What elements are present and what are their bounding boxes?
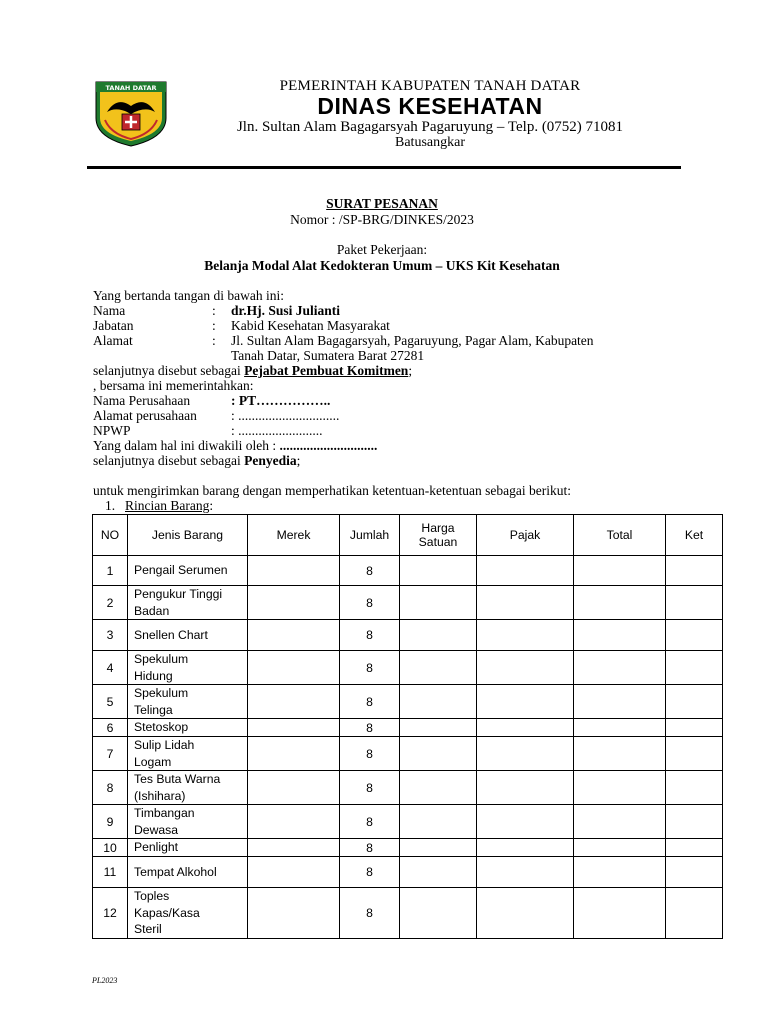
cell-total: [574, 771, 666, 805]
item-name-line: Stetoskop: [134, 720, 189, 735]
cell-item-name: [128, 771, 248, 805]
cell-pajak: [477, 737, 574, 771]
cell-item-name: [128, 556, 248, 586]
item-name-line: Sulip Lidah: [134, 738, 195, 752]
cell-merek: [248, 651, 340, 685]
item-name-line: Steril: [134, 922, 162, 936]
package-label: Paket Pekerjaan:: [336, 242, 428, 257]
signer-role-suffix: ;: [408, 363, 413, 378]
signer-address-line-2: Tanah Datar, Sumatera Barat 27281: [231, 348, 425, 363]
item-name-line: Dewasa: [134, 822, 179, 837]
cell-merek: [248, 586, 340, 620]
signer-name-label: Nama: [93, 303, 126, 318]
npwp-label: NPWP: [93, 423, 131, 438]
cell-total: [574, 737, 666, 771]
cell-harga: [400, 805, 477, 839]
items-table: [92, 514, 723, 939]
cell-total: [574, 719, 666, 737]
cell-total: [574, 620, 666, 651]
cell-harga: [400, 685, 477, 719]
table-row: [93, 737, 723, 771]
cell-item-name: [128, 839, 248, 857]
tanah-datar-emblem: [93, 78, 169, 148]
cell-harga: [400, 857, 477, 888]
cell-harga: [400, 771, 477, 805]
cell-jumlah: 8: [340, 651, 400, 685]
cell-merek: [248, 771, 340, 805]
cell-merek: [248, 888, 340, 939]
cell-jumlah: 8: [340, 857, 400, 888]
emblem-lettering: TANAH DATAR: [105, 84, 157, 92]
item-name-line: Badan: [134, 603, 170, 618]
cell-item-name: [128, 737, 248, 771]
cell-no: 5: [93, 685, 128, 719]
table-row: [93, 839, 723, 857]
cell-item-name: [128, 719, 248, 737]
cell-pajak: [477, 857, 574, 888]
cell-pajak: [477, 805, 574, 839]
cell-no: 1: [93, 556, 128, 586]
footer-code: PL2023: [92, 976, 118, 985]
signer-position-colon: :: [212, 318, 216, 333]
item-name-line: Logam: [134, 754, 172, 769]
signer-role-prefix: selanjutnya disebut sebagai: [93, 363, 245, 378]
cell-no: 8: [93, 771, 128, 805]
cell-jumlah: 8: [340, 556, 400, 586]
item-name-line: Toples: [134, 889, 170, 903]
cell-jumlah: 8: [340, 771, 400, 805]
section-heading: [125, 498, 213, 513]
cell-item-name: [128, 805, 248, 839]
vendor-role: Penyedia: [244, 453, 297, 468]
cell-merek: [248, 839, 340, 857]
cell-ket: [666, 839, 723, 857]
department-name: DINAS KESEHATAN: [317, 93, 543, 119]
cell-ket: [666, 719, 723, 737]
cell-total: [574, 586, 666, 620]
cell-pajak: [477, 888, 574, 939]
cell-jumlah: 8: [340, 805, 400, 839]
cell-merek: [248, 556, 340, 586]
table-row: [93, 857, 723, 888]
cell-no: 12: [93, 888, 128, 939]
table-row: [93, 586, 723, 620]
letter-number: Nomor : /SP-BRG/DINKES/2023: [290, 212, 474, 227]
cell-pajak: [477, 771, 574, 805]
item-name-line: Penlight: [134, 840, 179, 855]
instruction-text: untuk mengirimkan barang dengan memperhatikan ketentuan-ketentuan sebagai berikut:: [93, 483, 571, 498]
office-city: Batusangkar: [395, 135, 465, 150]
cell-ket: [666, 556, 723, 586]
cell-ket: [666, 857, 723, 888]
cell-pajak: [477, 685, 574, 719]
signer-role-line: [93, 363, 412, 378]
cell-pajak: [477, 651, 574, 685]
cell-no: 4: [93, 651, 128, 685]
government-name: PEMERINTAH KABUPATEN TANAH DATAR: [279, 78, 581, 94]
representative-line: [93, 438, 377, 453]
section-title: Rincian Barang: [125, 498, 210, 513]
item-name-line: Tes Buta Warna: [134, 772, 221, 786]
company-address-label: Alamat perusahaan: [93, 408, 197, 423]
signer-name-colon: :: [212, 303, 216, 318]
cell-pajak: [477, 556, 574, 586]
cell-total: [574, 651, 666, 685]
cell-ket: [666, 888, 723, 939]
cell-total: [574, 857, 666, 888]
cell-jumlah: 8: [340, 620, 400, 651]
item-name-line: Timbangan: [134, 806, 195, 820]
cell-no: 9: [93, 805, 128, 839]
table-row: [93, 685, 723, 719]
cell-harga: [400, 651, 477, 685]
cell-pajak: [477, 620, 574, 651]
cell-item-name: [128, 620, 248, 651]
cell-pajak: [477, 839, 574, 857]
section-number: 1.: [105, 498, 116, 513]
signer-address-label: Alamat: [93, 333, 133, 348]
item-name-line: Telinga: [134, 702, 173, 717]
item-name-line: Kapas/Kasa: [134, 905, 200, 920]
table-row: [93, 556, 723, 586]
cell-jumlah: 8: [340, 737, 400, 771]
header-harga-line-1: Harga: [421, 521, 455, 535]
company-name-value: : PT……………..: [231, 393, 331, 408]
cell-jumlah: 8: [340, 586, 400, 620]
item-name-line: (Ishihara): [134, 788, 186, 803]
vendor-role-line: [93, 453, 300, 468]
office-address: Jln. Sultan Alam Bagagarsyah Pagaruyung – Telp. (0752) 71081: [236, 119, 624, 135]
cell-harga: [400, 586, 477, 620]
cell-merek: [248, 857, 340, 888]
item-name-line: Snellen Chart: [134, 627, 208, 642]
cell-ket: [666, 685, 723, 719]
signer-name: dr.Hj. Susi Julianti: [231, 303, 341, 318]
items-table-wrapper: [92, 514, 723, 939]
table-row: [93, 805, 723, 839]
cell-item-name: [128, 586, 248, 620]
cell-merek: [248, 805, 340, 839]
representative-value: .............................: [279, 438, 378, 453]
package-name: Belanja Modal Alat Kedokteran Umum – UKS Kit Kesehatan: [204, 258, 560, 273]
cell-ket: [666, 651, 723, 685]
cell-merek: [248, 620, 340, 651]
cell-ket: [666, 771, 723, 805]
table-row: [93, 888, 723, 939]
header-harga: [400, 515, 477, 556]
item-name-line: Spekulum: [134, 652, 189, 666]
table-row: [93, 620, 723, 651]
cell-total: [574, 888, 666, 939]
header-no: NO: [93, 515, 128, 556]
cell-ket: [666, 737, 723, 771]
item-name-line: Hidung: [134, 668, 173, 683]
letterhead-divider: [87, 166, 681, 169]
header-jumlah: Jumlah: [340, 515, 400, 556]
company-address-value: : ..............................: [231, 408, 340, 423]
cell-no: 7: [93, 737, 128, 771]
table-row: [93, 719, 723, 737]
header-merek: Merek: [248, 515, 340, 556]
signer-position-label: Jabatan: [93, 318, 134, 333]
table-row: [93, 651, 723, 685]
cell-pajak: [477, 719, 574, 737]
header-harga-line-2: Satuan: [418, 535, 458, 549]
company-name-label: Nama Perusahaan: [93, 393, 191, 408]
signer-address-line-1: Jl. Sultan Alam Bagagarsyah, Pagaruyung, Pagar Alam, Kabupaten: [231, 333, 594, 348]
table-header-row: [93, 515, 723, 556]
representative-prefix: Yang dalam hal ini diwakili oleh :: [93, 438, 280, 453]
cell-jumlah: 8: [340, 719, 400, 737]
header-total: Total: [574, 515, 666, 556]
cell-no: 2: [93, 586, 128, 620]
cell-total: [574, 685, 666, 719]
cell-harga: [400, 719, 477, 737]
cell-ket: [666, 620, 723, 651]
cell-harga: [400, 556, 477, 586]
header-ket: Ket: [666, 515, 723, 556]
cell-harga: [400, 737, 477, 771]
cell-merek: [248, 737, 340, 771]
signer-role: Pejabat Pembuat Komitmen: [244, 363, 409, 378]
cell-no: 6: [93, 719, 128, 737]
cell-no: 11: [93, 857, 128, 888]
item-name-line: Pengail Serumen: [134, 563, 228, 578]
cell-total: [574, 556, 666, 586]
signer-position: Kabid Kesehatan Masyarakat: [231, 318, 390, 333]
item-name-line: Tempat Alkohol: [134, 864, 217, 879]
header-pajak: Pajak: [477, 515, 574, 556]
cell-item-name: [128, 685, 248, 719]
cell-jumlah: 8: [340, 888, 400, 939]
cell-harga: [400, 839, 477, 857]
header-jenis: Jenis Barang: [128, 515, 248, 556]
vendor-role-suffix: ;: [296, 453, 301, 468]
signer-intro: Yang bertanda tangan di bawah ini:: [93, 288, 284, 303]
letter-title: SURAT PESANAN: [326, 196, 438, 211]
vendor-role-prefix: selanjutnya disebut sebagai: [93, 453, 245, 468]
cell-harga: [400, 620, 477, 651]
cell-total: [574, 805, 666, 839]
npwp-value: : .........................: [231, 423, 323, 438]
cell-merek: [248, 719, 340, 737]
cell-jumlah: 8: [340, 839, 400, 857]
cell-no: 10: [93, 839, 128, 857]
cell-ket: [666, 805, 723, 839]
items-table-body: [93, 556, 723, 939]
signer-address-colon: :: [212, 333, 216, 348]
item-name-line: Pengukur Tinggi: [134, 587, 223, 601]
cell-harga: [400, 888, 477, 939]
cell-pajak: [477, 586, 574, 620]
cell-jumlah: 8: [340, 685, 400, 719]
cell-total: [574, 839, 666, 857]
vendor-intro: , bersama ini memerintahkan:: [93, 378, 254, 393]
cell-no: 3: [93, 620, 128, 651]
cell-item-name: [128, 888, 248, 939]
cell-merek: [248, 685, 340, 719]
cell-ket: [666, 586, 723, 620]
table-row: [93, 771, 723, 805]
cell-item-name: [128, 857, 248, 888]
section-suffix: :: [209, 498, 214, 513]
cell-item-name: [128, 651, 248, 685]
item-name-line: Spekulum: [134, 686, 189, 700]
